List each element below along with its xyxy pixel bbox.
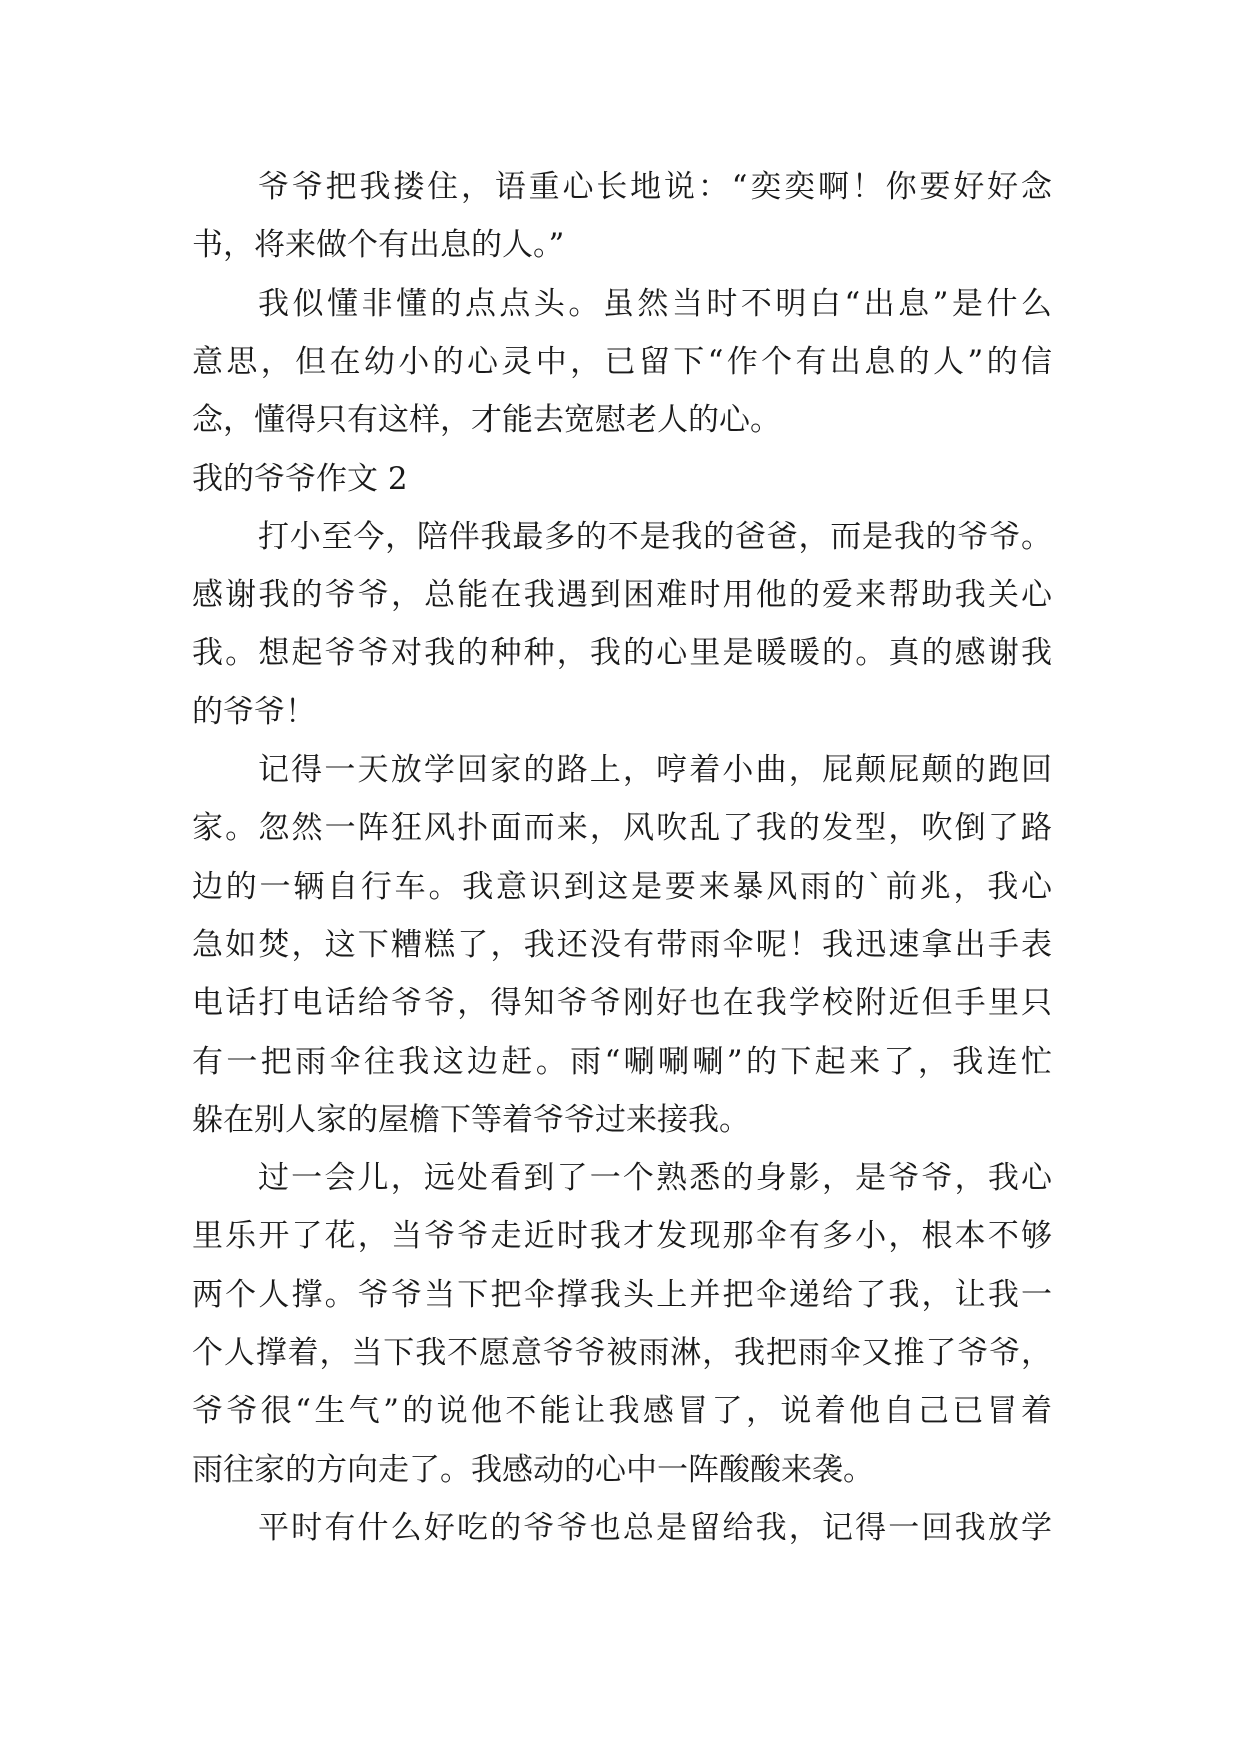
paragraph-line: 爷爷很“生气”的说他不能让我感冒了，说着他自己已冒着 bbox=[192, 1393, 1052, 1429]
paragraph-line: 意思，但在幼小的心灵中，已留下“作个有出息的人”的信 bbox=[192, 344, 1052, 380]
paragraph-line: 两个人撑。爷爷当下把伞撑我头上并把伞递给了我，让我一 bbox=[192, 1277, 1052, 1313]
paragraph-line: 有一把雨伞往我这边赶。雨“唰唰唰”的下起来了，我连忙 bbox=[192, 1044, 1052, 1080]
paragraph-line: 我似懂非懂的点点头。虽然当时不明白“出息”是什么 bbox=[258, 286, 1052, 322]
paragraph-line: 念，懂得只有这样，才能去宽慰老人的心。 bbox=[192, 402, 781, 438]
paragraph-line: 急如焚，这下糟糕了，我还没有带雨伞呢！我迅速拿出手表 bbox=[192, 927, 1052, 963]
paragraph-line: 打小至今，陪伴我最多的不是我的爸爸，而是我的爷爷。 bbox=[258, 519, 1052, 555]
paragraph-line: 躲在别人家的屋檐下等着爷爷过来接我。 bbox=[192, 1102, 750, 1138]
paragraph-line: 边的一辆自行车。我意识到这是要来暴风雨的`前兆，我心 bbox=[192, 869, 1052, 905]
section-heading: 我的爷爷作文 2 bbox=[192, 461, 408, 497]
paragraph-line: 书，将来做个有出息的人。” bbox=[192, 227, 565, 263]
paragraph-line: 平时有什么好吃的爷爷也总是留给我，记得一回我放学 bbox=[258, 1510, 1052, 1546]
paragraph-line: 家。忽然一阵狂风扑面而来，风吹乱了我的发型，吹倒了路 bbox=[192, 810, 1052, 846]
paragraph-line: 我。想起爷爷对我的种种，我的心里是暖暖的。真的感谢我 bbox=[192, 635, 1052, 671]
paragraph-line: 雨往家的方向走了。我感动的心中一阵酸酸来袭。 bbox=[192, 1452, 874, 1488]
paragraph-line: 里乐开了花，当爷爷走近时我才发现那伞有多小，根本不够 bbox=[192, 1218, 1052, 1254]
paragraph-line: 电话打电话给爷爷，得知爷爷刚好也在我学校附近但手里只 bbox=[192, 985, 1052, 1021]
paragraph-line: 爷爷把我搂住，语重心长地说：“奕奕啊！你要好好念 bbox=[258, 169, 1052, 205]
paragraph-line: 记得一天放学回家的路上，哼着小曲，屁颠屁颠的跑回 bbox=[258, 752, 1052, 788]
paragraph-line: 的爷爷！ bbox=[192, 694, 316, 730]
paragraph-line: 感谢我的爷爷，总能在我遇到困难时用他的爱来帮助我关心 bbox=[192, 577, 1052, 613]
paragraph-line: 过一会儿，远处看到了一个熟悉的身影，是爷爷，我心 bbox=[258, 1160, 1052, 1196]
paragraph-line: 个人撑着，当下我不愿意爷爷被雨淋，我把雨伞又推了爷爷， bbox=[192, 1335, 1052, 1371]
